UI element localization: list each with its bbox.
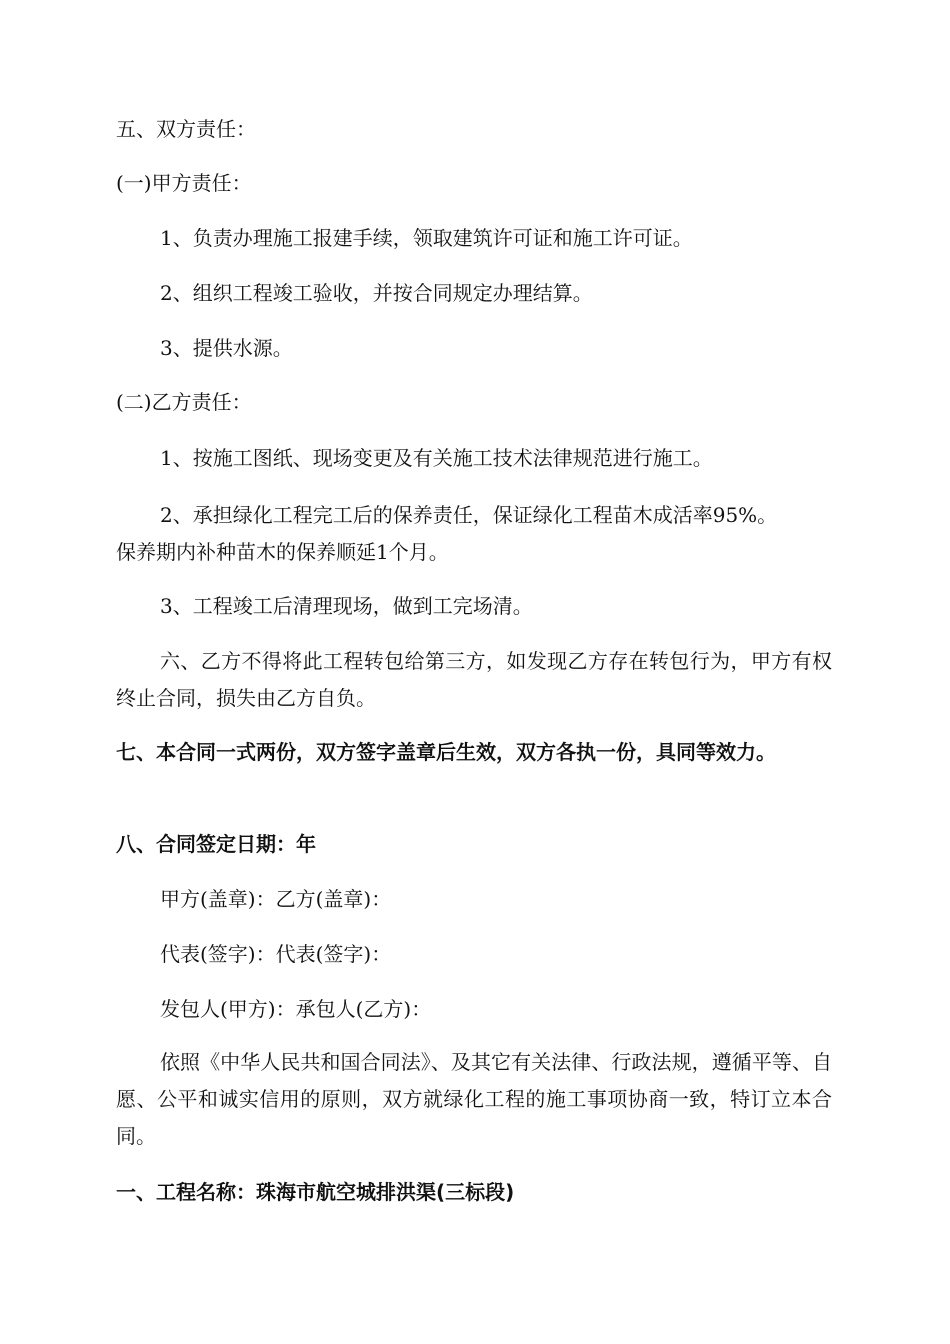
section-5-heading: 五、双方责任： bbox=[116, 117, 256, 141]
contract-preamble: 依照《中华人民共和国合同法》、及其它有关法律、行政法规，遵循平等、自愿、公平和诚实信用的原则，双方就绿化工程的施工事项协商一致，特订立本合同。 bbox=[116, 1050, 832, 1148]
party-b-item-3: 3、工程竣工后清理现场，做到工完场清。 bbox=[160, 594, 533, 618]
section-6-paragraph: 六、乙方不得将此工程转包给第三方，如发现乙方存在转包行为，甲方有权终止合同，损失由乙方自负。 bbox=[116, 649, 832, 710]
party-b-item-2: 2、承担绿化工程完工后的保养责任，保证绿化工程苗木成活率95%。保养期内补种苗木的保养顺延1个月。 bbox=[116, 503, 778, 564]
contracting-parties-line: 发包人(甲方)：承包人(乙方)： bbox=[160, 997, 432, 1021]
party-a-item-1: 1、负责办理施工报建手续，领取建筑许可证和施工许可证。 bbox=[160, 226, 693, 250]
party-a-responsibility-heading: (一)甲方责任： bbox=[116, 171, 252, 195]
seal-line: 甲方(盖章)：乙方(盖章)： bbox=[160, 887, 392, 911]
representative-signature-line: 代表(签字)：代表(签字)： bbox=[160, 942, 392, 966]
section-1-project-name: 一、工程名称：珠海市航空城排洪渠(三标段) bbox=[116, 1180, 515, 1204]
party-b-item-1: 1、按施工图纸、现场变更及有关施工技术法律规范进行施工。 bbox=[160, 446, 713, 470]
party-b-responsibility-heading: (二)乙方责任： bbox=[116, 390, 252, 414]
party-a-item-3: 3、提供水源。 bbox=[160, 336, 293, 360]
section-8-signing-date: 八、合同签定日期：年 bbox=[116, 832, 316, 856]
party-a-item-2: 2、组织工程竣工验收，并按合同规定办理结算。 bbox=[160, 281, 593, 305]
section-7-paragraph: 七、本合同一式两份，双方签字盖章后生效，双方各执一份，具同等效力。 bbox=[116, 740, 776, 764]
